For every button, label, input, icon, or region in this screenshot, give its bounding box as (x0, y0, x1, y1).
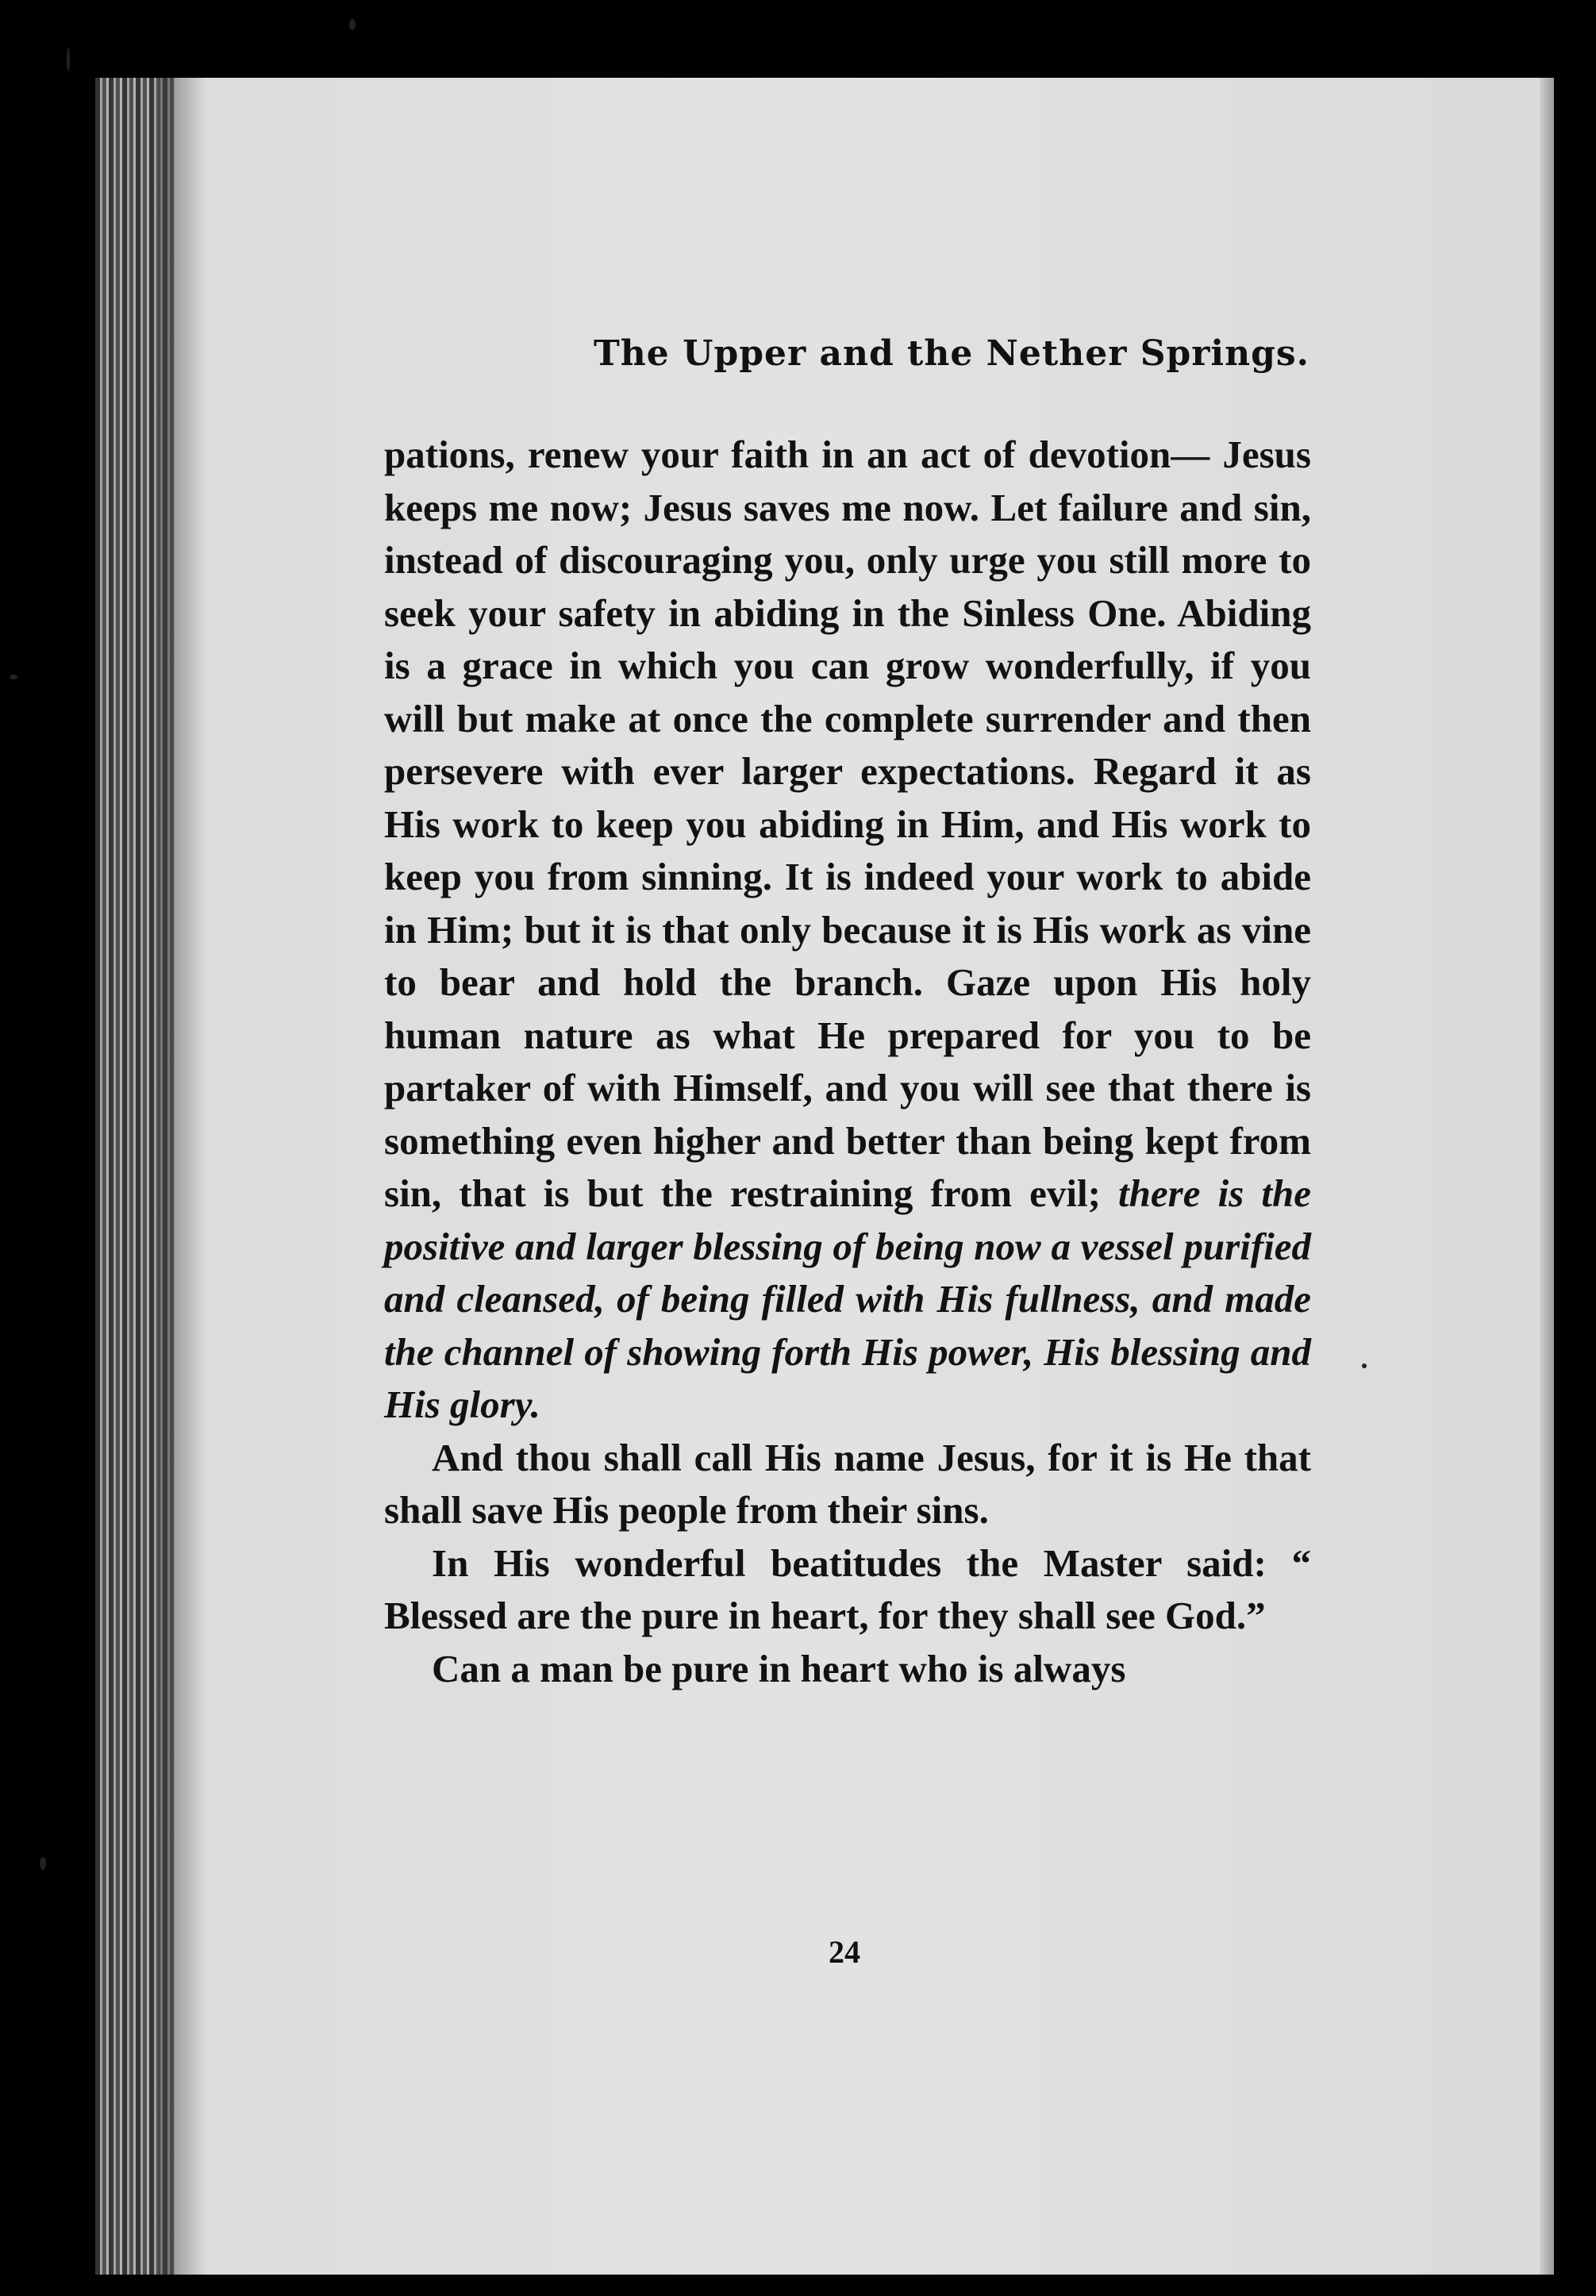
scan-speck (349, 19, 356, 30)
binding-shadow (159, 78, 206, 2275)
scan-speck (40, 1857, 46, 1870)
page-right-edge (1540, 78, 1554, 2275)
paragraph-pure-in-heart: Can a man be pure in heart who is always (432, 1646, 1126, 1690)
page-number: 24 (829, 1934, 860, 1970)
scan-speck (10, 675, 17, 679)
running-head: The Upper and the Nether Springs. (594, 333, 1309, 374)
scan-speck (67, 48, 70, 71)
paragraph-continued (384, 429, 1311, 1432)
body-text (384, 429, 1311, 1695)
scan-speck (1362, 1363, 1367, 1368)
paragraph-italic-text: there is the positive and larger blessing of being now a vessel purified and cleansed, of being filled with His fullness, and made the channel of showing forth His power, His blessing and His glory. (384, 1171, 1311, 1426)
paragraph-jesus-name: And thou shall call His name Jesus, for it is He that shall save His people from their sins. (384, 1435, 1311, 1532)
paragraph-roman-text: pations, renew your faith in an act of devotion— Jesus keeps me now; Jesus saves me now. Let failure and sin, instead of discouraging you, only urge you still more to seek your safety in abiding in the Sinless One. Abiding is a grace in which you can grow wonderfully, if you will but make at once the complete surrender and then persevere with ever larger expectations. Regard it as His work to keep you abiding in Him, and His work to keep you from sinning. It is indeed your work to abide in Him; but it is that only because it is His work as vine to bear and hold the branch. Gaze upon His holy human nature as what He prepared for you to be partaker of with Himself, and you will see that there is something even higher and better than being kept from sin, that is but the restraining from evil; (384, 433, 1311, 1215)
paragraph-beatitudes: In His wonderful beatitudes the Master said: “ Blessed are the pure in heart, for they shall see God.” (384, 1540, 1311, 1637)
